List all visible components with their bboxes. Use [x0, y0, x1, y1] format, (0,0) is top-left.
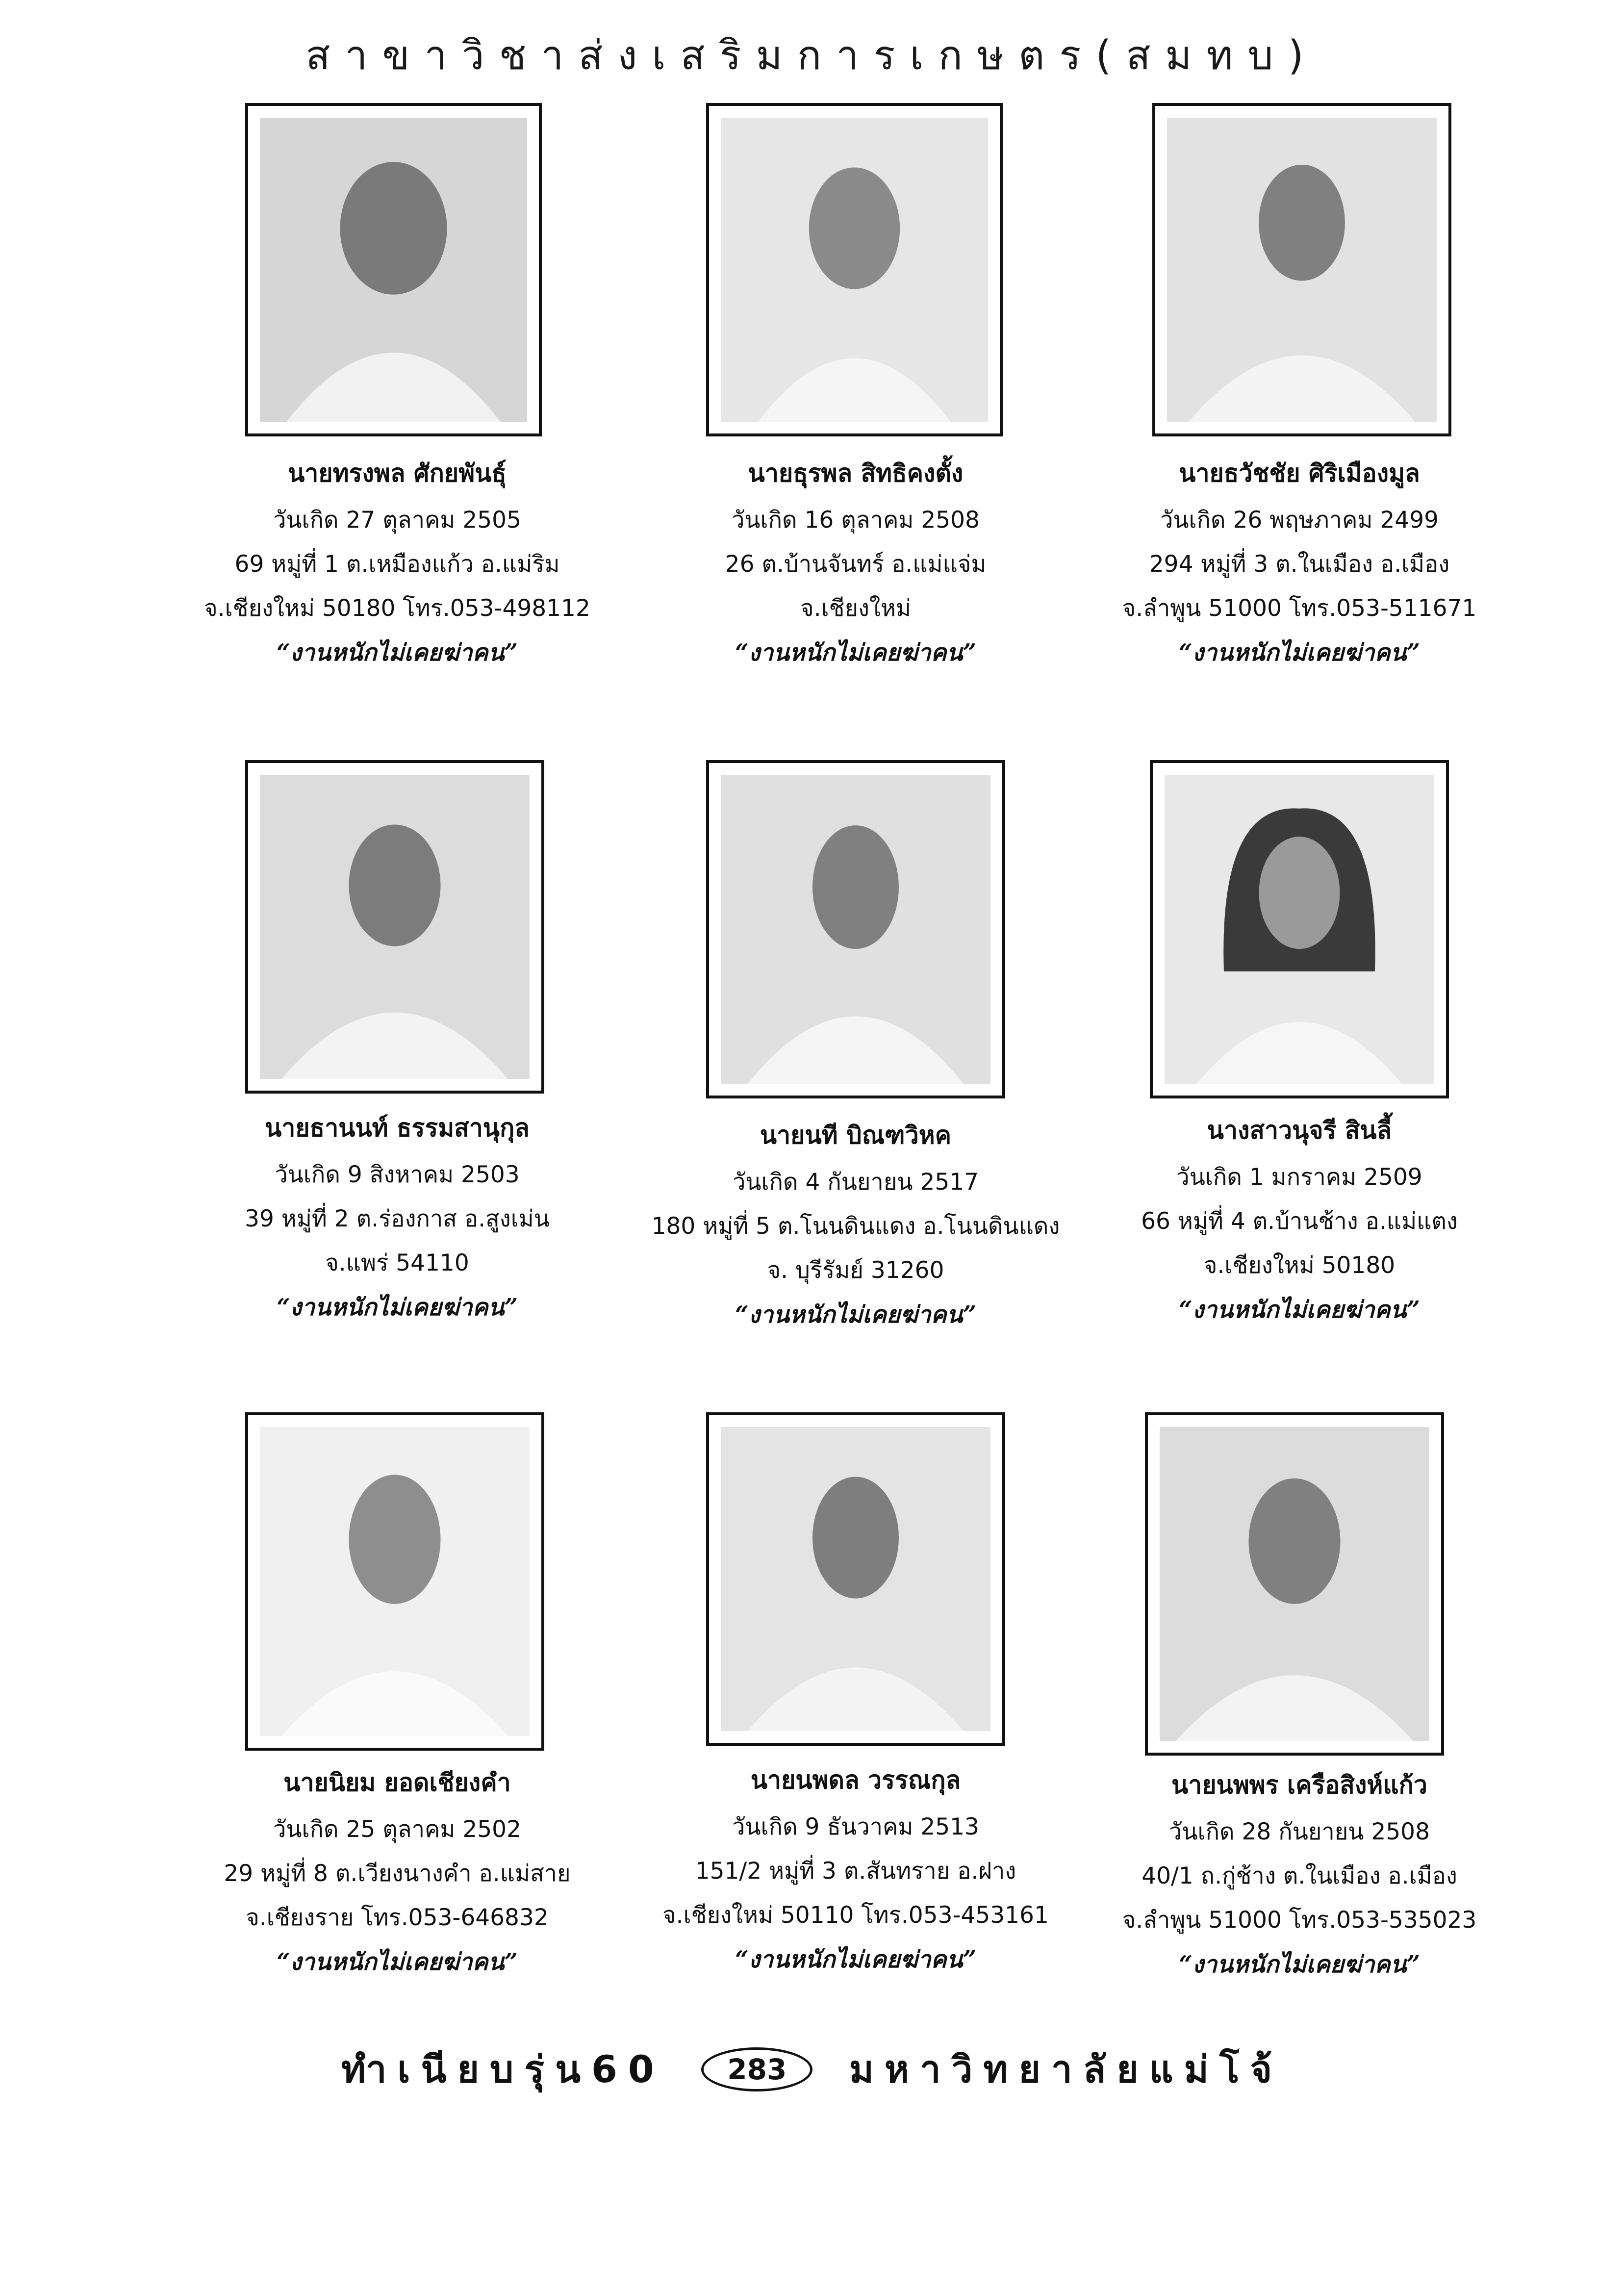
address-line: 294 หมู่ที่ 3 ต.ในเมือง อ.เมือง	[1149, 551, 1450, 578]
birth-date: วันเกิด 9 ธันวาคม 2513	[732, 1813, 979, 1840]
portrait-frame	[245, 103, 542, 436]
address-line: จ.ลำพูน 51000 โทร.053-511671	[1122, 595, 1477, 622]
birth-date: วันเกิด 4 กันยายน 2517	[732, 1169, 979, 1196]
portrait-photo	[260, 118, 527, 422]
page-number: 283	[701, 2047, 812, 2091]
person-name: นายธวัชชัย ศิริเมืองมูล	[1179, 459, 1420, 487]
address-line: 69 หมู่ที่ 1 ต.เหมืองแก้ว อ.แม่ริม	[234, 551, 560, 578]
portrait-frame	[706, 760, 1005, 1098]
page-footer	[0, 2040, 1624, 2099]
portrait-frame	[1152, 103, 1451, 436]
footer-right-text: มหาวิทยาลัยแม่โจ้	[849, 2047, 1283, 2091]
motto-quote: “งานหนักไม่เคยฆ่าคน”	[735, 639, 976, 666]
address-line: 66 หมู่ที่ 4 ต.บ้านช้าง อ.แม่แตง	[1141, 1208, 1458, 1235]
person-name: นางสาวนุจรี สินลี้	[1207, 1116, 1392, 1145]
portrait-frame	[1145, 1412, 1444, 1756]
motto-quote: “งานหนักไม่เคยฆ่าคน”	[1179, 639, 1420, 666]
footer-left-text: ทำเนียบรุ่น60	[341, 2047, 665, 2091]
address-line: จ.เชียงใหม่ 50180 โทร.053-498112	[204, 595, 590, 622]
birth-date: วันเกิด 26 พฤษภาคม 2499	[1160, 507, 1439, 534]
portrait-frame	[1150, 760, 1449, 1098]
birth-date: วันเกิด 9 สิงหาคม 2503	[275, 1161, 520, 1188]
portrait-photo	[721, 118, 988, 422]
person-name: นายทรงพล ศักยพันธุ์	[288, 459, 507, 487]
portrait-photo	[721, 775, 990, 1084]
birth-date: วันเกิด 27 ตุลาคม 2505	[273, 507, 521, 534]
motto-quote: “งานหนักไม่เคยฆ่าคน”	[1179, 1951, 1420, 1978]
portrait-photo	[260, 1427, 530, 1736]
motto-quote: “งานหนักไม่เคยฆ่าคน”	[277, 1948, 518, 1976]
address-line: 29 หมู่ที่ 8 ต.เวียงนางคำ อ.แม่สาย	[224, 1860, 571, 1887]
portrait-frame	[245, 1412, 544, 1751]
motto-quote: “งานหนักไม่เคยฆ่าคน”	[277, 1294, 518, 1321]
person-name: นายนิยม ยอดเชียงคำ	[283, 1768, 511, 1797]
person-name: นายนพดล วรรณกุล	[750, 1766, 961, 1794]
birth-date: วันเกิด 1 มกราคม 2509	[1176, 1164, 1422, 1191]
address-line: 180 หมู่ที่ 5 ต.โนนดินแดง อ.โนนดินแดง	[651, 1213, 1060, 1240]
portrait-photo	[1160, 1427, 1429, 1741]
address-line: จ.เชียงใหม่ 50110 โทร.053-453161	[662, 1902, 1049, 1929]
address-line: 26 ต.บ้านจันทร์ อ.แม่แจ่ม	[725, 551, 987, 578]
address-line: จ.เชียงราย โทร.053-646832	[246, 1904, 549, 1931]
motto-quote: “งานหนักไม่เคยฆ่าคน”	[735, 1946, 976, 1973]
address-line: จ.ลำพูน 51000 โทร.053-535023	[1122, 1907, 1477, 1934]
address-line: 39 หมู่ที่ 2 ต.ร่องกาส อ.สูงเม่น	[245, 1205, 550, 1232]
address-line: 40/1 ถ.กู่ช้าง ต.ในเมือง อ.เมือง	[1142, 1862, 1457, 1889]
portrait-photo	[1167, 118, 1437, 422]
address-line: จ.แพร่ 54110	[325, 1250, 469, 1276]
person-name: นายนที บิณฑวิหค	[760, 1121, 952, 1149]
birth-date: วันเกิด 16 ตุลาคม 2508	[732, 507, 980, 534]
motto-quote: “งานหนักไม่เคยฆ่าคน”	[277, 639, 518, 666]
address-line: จ. บุรีรัมย์ 31260	[767, 1257, 944, 1284]
motto-quote: “งานหนักไม่เคยฆ่าคน”	[1179, 1296, 1420, 1324]
address-line: 151/2 หมู่ที่ 3 ต.สันทราย อ.ฝาง	[695, 1858, 1016, 1885]
page-header-title: สาขาวิชาส่งเสริมการเกษตร(สมทบ)	[305, 32, 1319, 79]
person-name: นายนพพร เครือสิงห์แก้ว	[1171, 1771, 1427, 1799]
portrait-frame	[245, 760, 544, 1094]
person-name: นายธานนท์ ธรรมสานุกุล	[265, 1114, 530, 1142]
portrait-photo	[1165, 775, 1434, 1084]
birth-date: วันเกิด 25 ตุลาคม 2502	[273, 1816, 521, 1843]
portrait-frame	[706, 103, 1003, 436]
portrait-photo	[260, 775, 530, 1079]
motto-quote: “งานหนักไม่เคยฆ่าคน”	[735, 1301, 976, 1328]
address-line: จ.เชียงใหม่ 50180	[1203, 1252, 1396, 1279]
portrait-frame	[706, 1412, 1005, 1746]
portrait-photo	[721, 1427, 990, 1731]
birth-date: วันเกิด 28 กันยายน 2508	[1169, 1818, 1430, 1845]
person-name: นายธุรพล สิทธิคงตั้ง	[748, 459, 964, 487]
address-line: จ.เชียงใหม่	[800, 595, 911, 622]
